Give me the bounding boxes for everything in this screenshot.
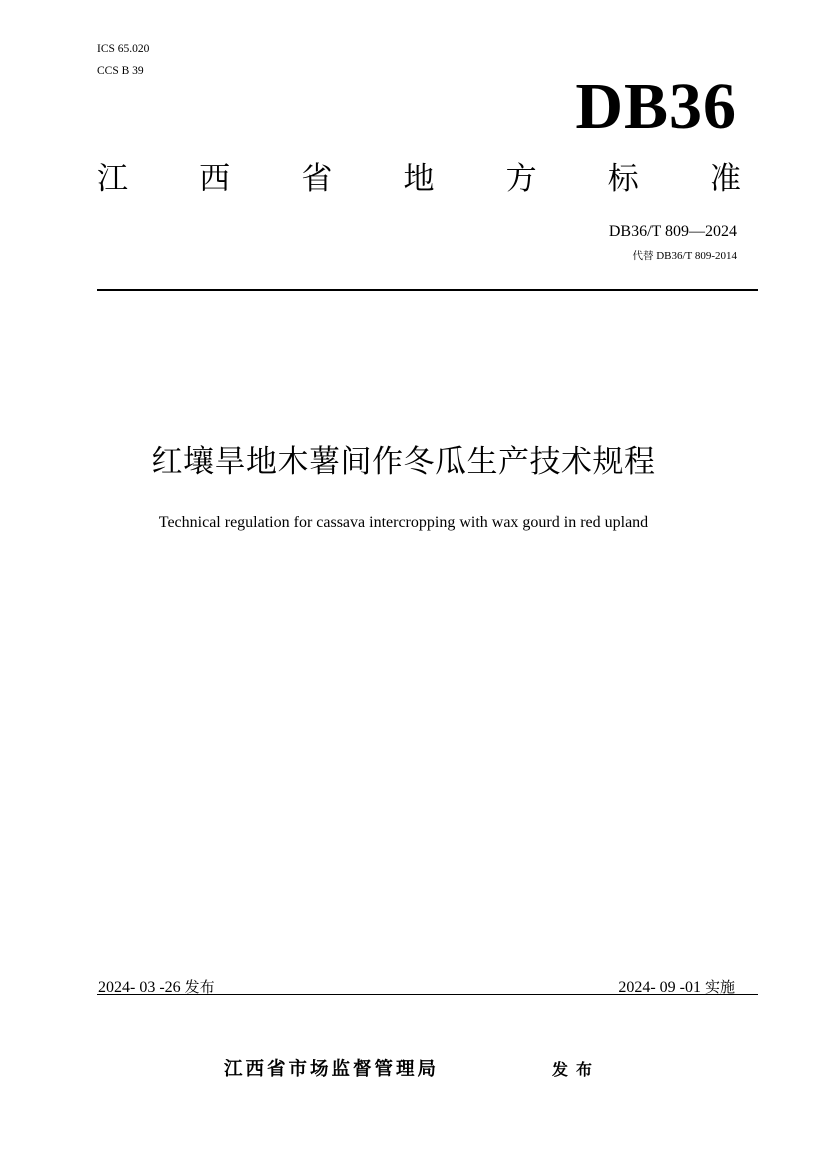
implementation-date-value: 2024- 09 -01 [618, 979, 705, 996]
standard-type-char: 江 [97, 161, 128, 197]
standard-logo: DB36 [575, 70, 737, 143]
ccs-code: CCS B 39 [97, 65, 144, 77]
standard-type-char: 西 [199, 161, 231, 197]
title-english: Technical regulation for cassava intercropping with wax gourd in red upland [158, 514, 649, 531]
standard-type-heading [97, 158, 741, 200]
standard-type-char: 省 [301, 161, 333, 197]
replaces-number: DB36/T 809-2014 [653, 250, 737, 262]
replaces-label: 代替 [632, 250, 654, 262]
implementation-date-label: 实施 [704, 978, 735, 996]
title-chinese-wrap [0, 440, 815, 484]
title-english-wrap [0, 513, 815, 533]
standard-type-char: 标 [607, 161, 639, 197]
title-chinese: 红壤旱地木薯间作冬瓜生产技术规程 [151, 444, 656, 480]
issue-date-label: 发布 [184, 978, 215, 996]
standard-type-char: 地 [403, 161, 435, 197]
standard-number: DB36/T 809—2024 [608, 223, 737, 240]
dates-divider [97, 994, 758, 995]
publish-word: 发布 [552, 1060, 601, 1079]
replaces-note [632, 249, 737, 263]
issue-date-value: 2024- 03 -26 [98, 979, 185, 996]
header-divider [97, 289, 758, 291]
standard-type-char: 准 [709, 161, 741, 197]
publisher-name: 江西省市场监督管理局 [224, 1059, 440, 1080]
standard-type-char: 方 [505, 161, 537, 197]
ics-code: ICS 65.020 [97, 43, 150, 55]
